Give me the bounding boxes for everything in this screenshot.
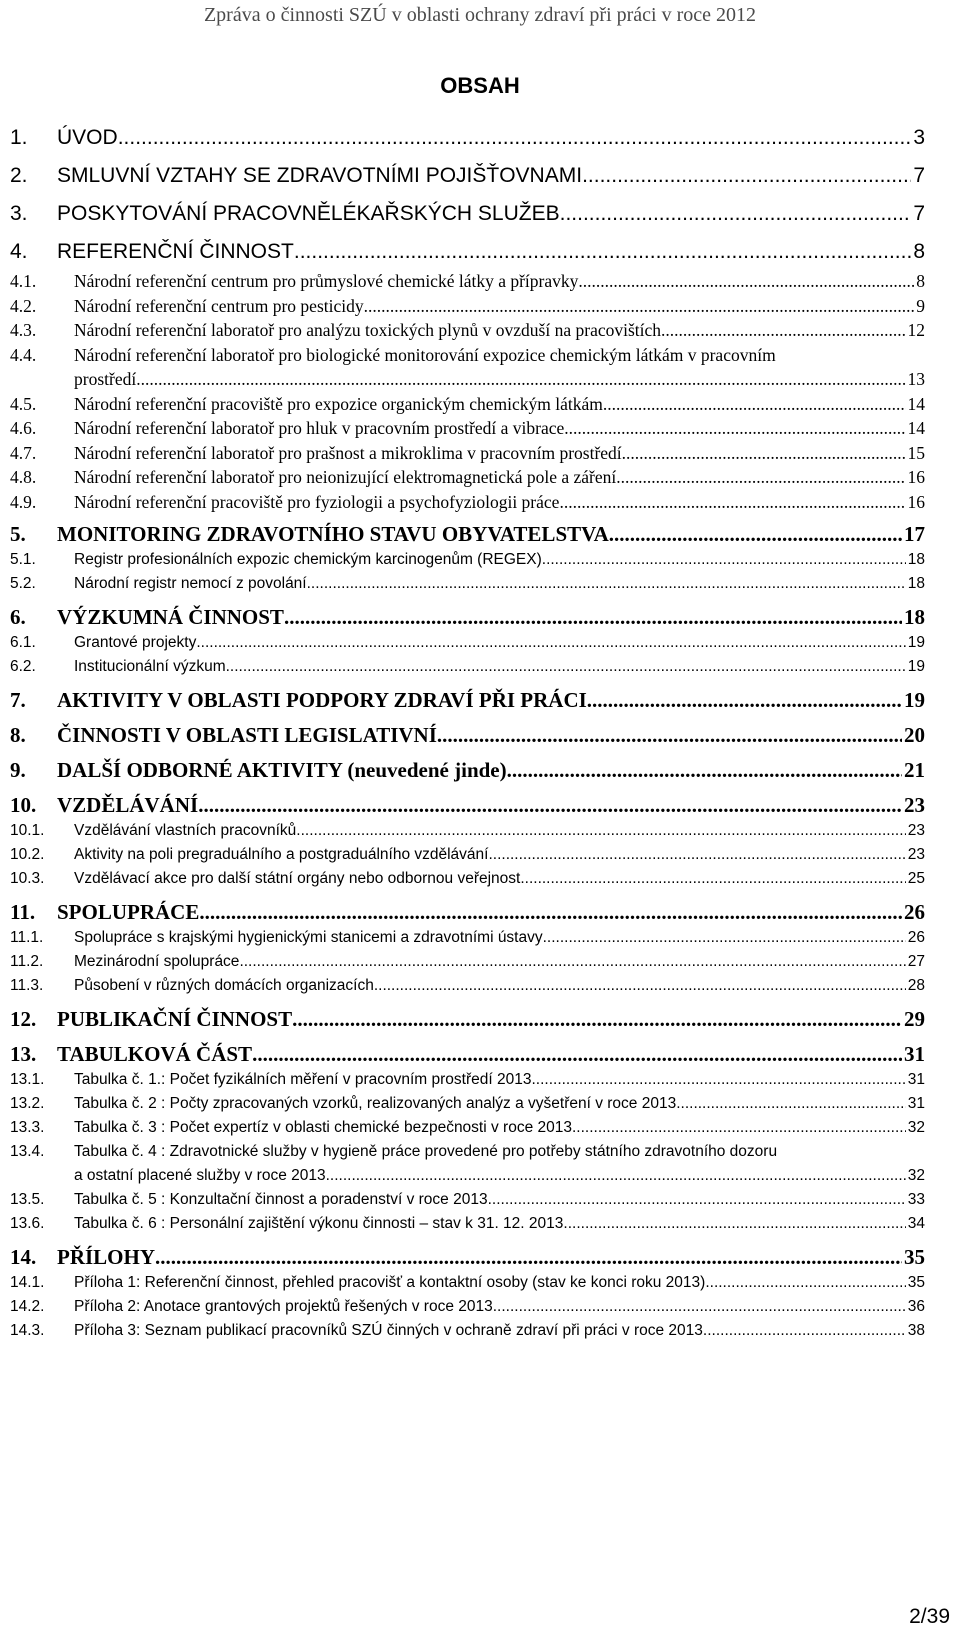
toc-label: Příloha 3: Seznam publikací pracovníků SZÚ činných v ochraně zdraví při práci v roce 2013: [74, 1322, 703, 1339]
toc-number: 4.4.: [10, 344, 37, 365]
toc-entry-11-2[interactable]: [10, 953, 925, 977]
toc-label: Tabulka č. 5 : Konzultační činnost a poradenství v roce 2013: [74, 1191, 488, 1208]
toc-entry-4-8[interactable]: [10, 467, 925, 492]
toc-number: 4.: [10, 240, 28, 263]
toc-page: 16: [907, 467, 925, 487]
toc-page: 36: [907, 1298, 925, 1315]
dot-leader: [488, 1191, 906, 1209]
toc-entry-12[interactable]: [10, 1007, 925, 1036]
toc-page: 19: [907, 658, 925, 675]
dot-leader: [661, 320, 905, 341]
toc-number: 13.6.: [10, 1215, 45, 1232]
toc-page: 25: [907, 870, 925, 887]
toc-page: 14: [907, 393, 925, 414]
dot-leader: [622, 443, 906, 464]
toc-page: 23: [907, 846, 925, 863]
toc-label: ČINNOSTI V OBLASTI LEGISLATIVNÍ: [57, 723, 437, 747]
toc-label-continued: a ostatní placené služby v roce 2013: [74, 1167, 326, 1184]
dot-leader: [572, 1119, 906, 1137]
toc-entry-11-1[interactable]: [10, 929, 925, 953]
toc-number: 4.1.: [10, 271, 37, 291]
dot-leader: [703, 1322, 906, 1340]
toc-entry-13[interactable]: [10, 1042, 925, 1071]
page-indicator: 2/39: [909, 1605, 950, 1628]
dot-leader: [307, 575, 906, 593]
table-of-contents: [10, 126, 925, 1346]
toc-label: Tabulka č. 1.: Počet fyzikálních měření v pracovním prostředí 2013: [74, 1071, 532, 1088]
dot-leader: [582, 164, 911, 188]
dot-leader: [507, 758, 902, 783]
toc-number: 4.8.: [10, 467, 37, 487]
toc-number: 6.1.: [10, 634, 36, 651]
dot-leader: [199, 900, 902, 925]
toc-number: 11.: [10, 900, 36, 924]
toc-number: 4.5.: [10, 393, 37, 414]
toc-entry-4-2[interactable]: [10, 296, 925, 321]
toc-number: 13.1.: [10, 1071, 45, 1088]
toc-number: 13.4.: [10, 1143, 45, 1160]
toc-label: Vzdělávání vlastních pracovníků: [74, 822, 297, 839]
toc-entry-6-1[interactable]: [10, 634, 925, 658]
toc-page: 23: [904, 793, 925, 817]
dot-leader: [374, 977, 906, 995]
toc-page: 38: [907, 1322, 925, 1339]
toc-label: MONITORING ZDRAVOTNÍHO STAVU OBYVATELSTVA: [57, 522, 609, 546]
toc-page: 8: [913, 240, 925, 263]
toc-page: 7: [913, 164, 925, 187]
toc-entry-11-3[interactable]: [10, 977, 925, 1001]
toc-page: 33: [907, 1191, 925, 1208]
toc-number: 4.6.: [10, 418, 37, 438]
toc-label: Národní referenční laboratoř pro biologické monitorování expozice chemickým látkám v pracovním: [74, 344, 776, 365]
toc-page: 14: [907, 418, 925, 438]
dot-leader: [488, 846, 905, 864]
toc-entry-4-5[interactable]: [10, 394, 925, 419]
toc-page: 7: [913, 202, 925, 225]
toc-entry-10-3[interactable]: [10, 870, 925, 894]
toc-label-continued: prostředí: [74, 369, 137, 389]
toc-entry-13-6[interactable]: [10, 1215, 925, 1239]
toc-number: 6.2.: [10, 658, 36, 675]
toc-label: Národní registr nemocí z povolání: [74, 575, 307, 592]
dot-leader: [326, 1167, 906, 1185]
toc-entry-8[interactable]: [10, 723, 925, 752]
toc-label: VÝZKUMNÁ ČINNOST: [57, 605, 284, 629]
toc-entry-13-5[interactable]: [10, 1191, 925, 1215]
dot-leader: [118, 126, 912, 150]
toc-label: AKTIVITY V OBLASTI PODPORY ZDRAVÍ PŘI PRÁCI: [57, 688, 587, 712]
toc-page: 26: [907, 929, 925, 946]
toc-page: 15: [907, 442, 925, 463]
dot-leader: [520, 870, 905, 888]
toc-label: Národní referenční centrum pro průmyslové chemické látky a přípravky: [74, 271, 579, 291]
dot-leader: [136, 369, 905, 390]
toc-entry-4-7[interactable]: [10, 443, 925, 468]
toc-number: 14.1.: [10, 1274, 45, 1291]
dot-leader: [542, 551, 906, 569]
toc-number: 4.3.: [10, 320, 37, 340]
toc-label: Národní referenční centrum pro pesticidy: [74, 295, 364, 316]
toc-label: Národní referenční laboratoř pro hluk v pracovním prostředí a vibrace: [74, 418, 565, 438]
toc-entry-13-4[interactable]: [10, 1143, 925, 1167]
toc-page: 31: [907, 1071, 925, 1088]
toc-entry-14-1[interactable]: [10, 1274, 925, 1298]
toc-number: 2.: [10, 164, 28, 187]
toc-entry-4-3[interactable]: [10, 320, 925, 345]
toc-label: Tabulka č. 6 : Personální zajištění výkonu činnosti – stav k 31. 12. 2013: [74, 1215, 564, 1232]
toc-number: 11.2.: [10, 953, 44, 970]
toc-label: Národní referenční laboratoř pro analýzu toxických plynů v ovzduší na pracovištích: [74, 320, 662, 340]
toc-label: Mezinárodní spolupráce: [74, 953, 240, 970]
toc-page: 35: [904, 1245, 925, 1269]
toc-number: 4.7.: [10, 442, 37, 463]
dot-leader: [543, 929, 906, 947]
toc-label: Národní referenční pracoviště pro fyziologii a psychofyziologii práce: [74, 491, 560, 512]
toc-entry-4-1[interactable]: [10, 271, 925, 296]
toc-number: 9.: [10, 758, 26, 782]
toc-page: 19: [907, 634, 925, 651]
toc-entry-13-4-continued[interactable]: [10, 1167, 925, 1191]
toc-entry-11[interactable]: [10, 900, 925, 929]
toc-page: 18: [904, 605, 925, 629]
toc-page: 29: [904, 1007, 925, 1031]
dot-leader: [296, 822, 905, 840]
toc-entry-5-1[interactable]: [10, 551, 925, 575]
toc-entry-7[interactable]: [10, 688, 925, 717]
dot-leader: [493, 1298, 906, 1316]
toc-number: 12.: [10, 1007, 37, 1031]
dot-leader: [705, 1274, 905, 1292]
toc-number: 4.2.: [10, 295, 37, 316]
toc-number: 10.2.: [10, 846, 45, 863]
toc-label: Tabulka č. 3 : Počet expertíz v oblasti chemické bezpečnosti v roce 2013: [74, 1119, 572, 1136]
toc-page: 31: [907, 1095, 925, 1112]
toc-entry-4-6[interactable]: [10, 418, 925, 443]
toc-label: Národní referenční laboratoř pro neionizující elektromagnetická pole a záření: [74, 467, 617, 487]
toc-label: Registr profesionálních expozic chemickým karcinogenům (REGEX): [74, 551, 542, 568]
toc-label: TABULKOVÁ ČÁST: [57, 1042, 253, 1066]
toc-title: OBSAH: [440, 73, 520, 98]
dot-leader: [252, 1042, 902, 1067]
toc-label: Aktivity na poli pregraduálního a postgraduálního vzdělávání: [74, 846, 489, 863]
dot-leader: [284, 605, 902, 630]
dot-leader: [564, 418, 905, 439]
toc-label: Tabulka č. 4 : Zdravotnické služby v hygieně práce provedené pro potřeby státního zdravotního dozoru: [74, 1143, 778, 1160]
toc-entry-13-1[interactable]: [10, 1071, 925, 1095]
toc-page: 18: [907, 551, 925, 568]
dot-leader: [587, 688, 902, 713]
toc-number: 6.: [10, 605, 26, 629]
toc-entry-6[interactable]: [10, 605, 925, 634]
toc-entry-4-9[interactable]: [10, 492, 925, 517]
toc-label: POSKYTOVÁNÍ PRACOVNĚLÉKAŘSKÝCH SLUŽEB: [57, 202, 560, 225]
toc-entry-14[interactable]: [10, 1245, 925, 1274]
toc-page: 16: [907, 491, 925, 512]
toc-page: 18: [907, 575, 925, 592]
dot-leader: [676, 1095, 906, 1113]
toc-number: 14.2.: [10, 1298, 45, 1315]
toc-page: 35: [907, 1274, 925, 1291]
dot-leader: [616, 467, 905, 488]
dot-leader: [196, 634, 905, 652]
toc-entry-13-3[interactable]: [10, 1119, 925, 1143]
toc-page: 3: [913, 126, 925, 149]
toc-page: 28: [907, 977, 925, 994]
toc-label: PŘÍLOHY: [57, 1245, 156, 1269]
dot-leader: [559, 492, 905, 513]
toc-label: Tabulka č. 2 : Počty zpracovaných vzorků, realizovaných analýz a vyšetření v roce 2013: [74, 1095, 677, 1112]
toc-page: 9: [916, 295, 925, 316]
dot-leader: [578, 271, 914, 292]
toc-page: 26: [904, 900, 925, 924]
toc-number: 13.: [10, 1042, 37, 1066]
dot-leader: [155, 1245, 902, 1270]
toc-entry-10-2[interactable]: [10, 846, 925, 870]
toc-entry-10-1[interactable]: [10, 822, 925, 846]
dot-leader: [609, 522, 902, 547]
toc-entry-10[interactable]: [10, 793, 925, 822]
toc-label: DALŠÍ ODBORNÉ AKTIVITY (neuvedené jinde): [57, 758, 507, 782]
toc-number: 14.3.: [10, 1322, 45, 1339]
toc-entry-14-2[interactable]: [10, 1298, 925, 1322]
toc-number: 13.3.: [10, 1119, 45, 1136]
toc-number: 7.: [10, 688, 26, 712]
toc-page: 8: [916, 271, 925, 291]
toc-label: VZDĚLÁVÁNÍ: [57, 793, 199, 817]
toc-page: 19: [904, 688, 925, 712]
toc-label: REFERENČNÍ ČINNOST: [57, 240, 294, 263]
toc-label: Působení v různých domácích organizacích: [74, 977, 374, 994]
toc-number: 11.1.: [10, 929, 44, 946]
dot-leader: [198, 793, 902, 818]
dot-leader: [437, 723, 902, 748]
toc-entry-5[interactable]: [10, 522, 925, 551]
toc-number: 13.2.: [10, 1095, 45, 1112]
dot-leader: [531, 1071, 905, 1089]
toc-page: 17: [904, 522, 925, 546]
toc-page: 27: [907, 953, 925, 970]
toc-number: 4.9.: [10, 491, 37, 512]
toc-entry-4[interactable]: [10, 240, 925, 271]
toc-page: 23: [907, 822, 925, 839]
toc-page: 12: [907, 320, 925, 340]
dot-leader: [364, 296, 915, 317]
toc-label: Grantové projekty: [74, 634, 197, 651]
toc-entry-1[interactable]: [10, 126, 925, 157]
toc-label: Národní referenční pracoviště pro expozice organickým chemickým látkám: [74, 393, 603, 414]
dot-leader: [226, 658, 906, 676]
toc-page: 31: [904, 1042, 925, 1066]
toc-entry-6-2[interactable]: [10, 658, 925, 682]
toc-entry-9[interactable]: [10, 758, 925, 787]
toc-number: 3.: [10, 202, 28, 225]
toc-number: 13.5.: [10, 1191, 45, 1208]
toc-label: SPOLUPRÁCE: [57, 900, 200, 924]
dot-leader: [563, 1215, 905, 1233]
dot-leader: [603, 394, 906, 415]
toc-page: 13: [907, 369, 925, 389]
toc-entry-14-3[interactable]: [10, 1322, 925, 1346]
dot-leader: [294, 240, 911, 264]
toc-number: 5.2.: [10, 575, 36, 592]
toc-number: 11.3.: [10, 977, 44, 994]
toc-label: Institucionální výzkum: [74, 658, 226, 675]
toc-number: 1.: [10, 126, 28, 149]
toc-entry-4-4[interactable]: [10, 345, 925, 370]
toc-page: 32: [907, 1119, 925, 1136]
dot-leader: [560, 202, 912, 226]
toc-entry-2[interactable]: [10, 164, 925, 195]
toc-label: ÚVOD: [57, 126, 118, 149]
toc-page: 21: [904, 758, 925, 782]
toc-number: 10.: [10, 793, 37, 817]
toc-label: Příloha 1: Referenční činnost, přehled pracovišť a kontaktní osoby (stav ke konci roku 2013): [74, 1274, 706, 1291]
toc-page: 32: [907, 1167, 925, 1184]
toc-entry-5-2[interactable]: [10, 575, 925, 599]
toc-entry-3[interactable]: [10, 202, 925, 233]
toc-number: 5.1.: [10, 551, 36, 568]
toc-number: 10.3.: [10, 870, 45, 887]
toc-entry-13-2[interactable]: [10, 1095, 925, 1119]
dot-leader: [239, 953, 905, 971]
toc-label: Spolupráce s krajskými hygienickými stanicemi a zdravotními ústavy: [74, 929, 543, 946]
toc-number: 8.: [10, 723, 26, 747]
toc-number: 10.1.: [10, 822, 45, 839]
toc-page: 34: [907, 1215, 925, 1232]
toc-entry-4-4-continued[interactable]: [10, 369, 925, 394]
toc-label: Příloha 2: Anotace grantových projektů řešených v roce 2013: [74, 1298, 493, 1315]
toc-label: PUBLIKAČNÍ ČINNOST: [57, 1007, 293, 1031]
toc-page: 20: [904, 723, 925, 747]
toc-number: 14.: [10, 1245, 37, 1269]
toc-label: Národní referenční laboratoř pro prašnost a mikroklima v pracovním prostředí: [74, 442, 622, 463]
toc-number: 5.: [10, 522, 26, 546]
toc-label: Vzdělávací akce pro další státní orgány nebo odbornou veřejnost: [74, 870, 521, 887]
running-header: Zpráva o činnosti SZÚ v oblasti ochrany zdraví při práci v roce 2012: [203, 4, 757, 26]
dot-leader: [292, 1007, 902, 1032]
toc-label: SMLUVNÍ VZTAHY SE ZDRAVOTNÍMI POJIŠŤOVNAMI: [57, 164, 583, 187]
